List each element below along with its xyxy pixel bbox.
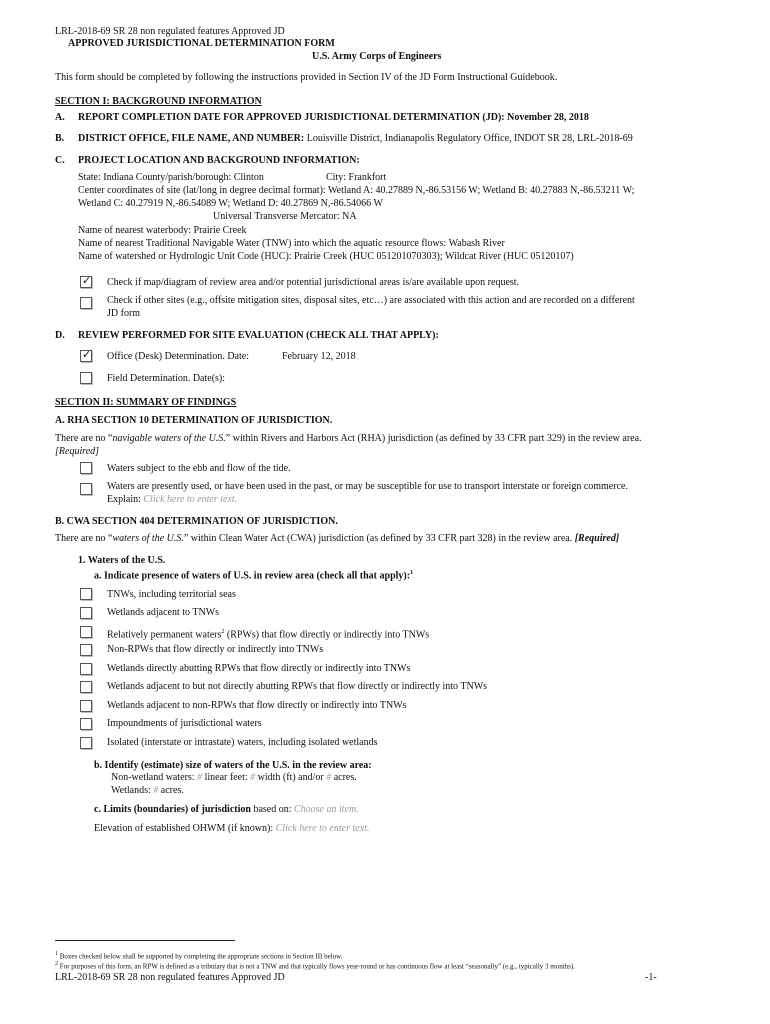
cwa-intro-post: ” within Clean Water Act (CWA) jurisdiction (as defined by 33 CFR part 328) in the review area. (183, 533, 573, 544)
nearest-waterbody: Name of nearest waterbody: Prairie Creek (78, 225, 247, 236)
item-d-label: D. (55, 330, 65, 341)
agency-name: U.S. Army Corps of Engineers (312, 51, 442, 62)
rha-intro (55, 433, 642, 445)
wetlands-abutting-rpw-checkbox[interactable] (80, 663, 92, 675)
tidal-waters-checkbox[interactable] (80, 462, 92, 474)
waters-of-us-heading: 1. Waters of the U.S. (78, 555, 166, 566)
wetlands-acres-label: acres. (158, 785, 184, 796)
impoundments-checkbox[interactable] (80, 718, 92, 730)
other-sites-label-2: JD form (107, 308, 141, 319)
explain-label: Explain: (107, 494, 141, 505)
section2-heading: SECTION II: SUMMARY OF FINDINGS (55, 397, 237, 408)
coordinates-line2: Wetland C: 40.27919 N,-86.54089 W; Wetland D: 40.27869 N,-86.54066 W (78, 198, 383, 209)
map-available-checkbox[interactable] (80, 276, 92, 288)
wetlands-adj-tnw-checkbox[interactable] (80, 607, 92, 619)
width-input[interactable]: # (250, 772, 256, 783)
indicate-presence-text: a. Indicate presence of waters of U.S. in review area (check all that apply): (94, 570, 411, 582)
wetlands-abutting-rpw-label: Wetlands directly abutting RPWs that flow directly or indirectly into TNWs (107, 663, 411, 674)
ohwm-row (94, 823, 369, 835)
item-b-label: B. (55, 133, 65, 144)
impoundments-label: Impoundments of jurisdictional waters (107, 718, 262, 729)
footnote-1-number: 1 (55, 951, 58, 957)
indicate-presence-heading (94, 567, 413, 582)
cwa-intro-italic: waters of the U.S. (112, 533, 184, 544)
wetlands-adj-tnw-label: Wetlands adjacent to TNWs (107, 607, 220, 618)
footer-doc-id: LRL-2018-69 SR 28 non regulated features Approved JD (55, 972, 285, 983)
form-title: APPROVED JURISDICTIONAL DETERMINATION FORM (68, 38, 335, 49)
cwa-intro (55, 533, 619, 545)
non-rpw-label: Non-RPWs that flow directly or indirectly into TNWs (107, 644, 324, 655)
cwa-intro-pre: There are no “ (55, 533, 113, 544)
tidal-waters-label: Waters subject to the ebb and flow of the tide. (107, 463, 291, 474)
report-date-row (78, 112, 589, 124)
review-performed-label: REVIEW PERFORMED FOR SITE EVALUATION (CHECK ALL THAT APPLY): (78, 330, 439, 341)
page-number: -1- (645, 972, 657, 983)
ohwm-label: Elevation of established OHWM (if known): (94, 823, 276, 834)
non-rpw-checkbox[interactable] (80, 644, 92, 656)
rpw-label: Relatively permanent waters (107, 629, 222, 641)
width-label: width (ft) and/or (255, 772, 327, 783)
commerce-waters-checkbox[interactable] (80, 483, 92, 495)
footnote-1-text: Boxes checked below shall be supported by completing the appropriate sections in Section III below. (58, 952, 343, 961)
footnote-2-text: For purposes of this form, an RPW is defined as a tributary that is not a TNW and that typically flows year-round or has continuous flow at least “seasonally” (e.g., typically 3 months). (58, 962, 575, 971)
commerce-waters-label: Waters are presently used, or have been used in the past, or may be susceptible for use to transport interstate or foreign commerce. (107, 481, 628, 492)
item-a-label: A. (55, 112, 65, 123)
footnote-2-number: 2 (55, 961, 58, 967)
section1-heading: SECTION I: BACKGROUND INFORMATION (55, 96, 262, 107)
rha-required: [Required] (55, 446, 100, 457)
footnote-divider (55, 940, 235, 941)
cwa-required: [Required] (574, 533, 620, 544)
limits-heading: c. Limits (boundaries) of jurisdiction (94, 804, 251, 815)
rpw-checkbox[interactable] (80, 626, 92, 638)
other-sites-checkbox[interactable] (80, 297, 92, 309)
nearest-tnw: Name of nearest Traditional Navigable Water (TNW) into which the aquatic resource flows: Wabash River (78, 238, 505, 249)
map-available-label: Check if map/diagram of review area and/or potential jurisdictional areas is/are available upon request. (107, 277, 520, 288)
explain-input[interactable]: Click here to enter text. (143, 494, 238, 505)
coordinates-line1: Center coordinates of site (lat/long in degree decimal format): Wetland A: 40.27889 N,-86.53156 W; Wetland B: 40.27883 N,-86.53211 W; (78, 185, 635, 196)
wetlands-size-label: Wetlands: (111, 785, 154, 796)
wetlands-size-row (111, 785, 184, 797)
district-label: DISTRICT OFFICE, FILE NAME, AND NUMBER: (78, 133, 305, 144)
linear-feet-label: linear feet: (202, 772, 251, 783)
tnw-label: TNWs, including territorial seas (107, 589, 236, 600)
office-determination-date: February 12, 2018 (282, 351, 356, 362)
non-wetland-waters-row (111, 772, 357, 784)
other-sites-label-1: Check if other sites (e.g., offsite mitigation sites, disposal sites, etc…) are associated with this action and are recorded on a different (107, 295, 635, 306)
utm: Universal Transverse Mercator: NA (213, 211, 357, 222)
isolated-waters-checkbox[interactable] (80, 737, 92, 749)
field-determination-checkbox[interactable] (80, 372, 92, 384)
rha-intro-pre: There are no “ (55, 433, 113, 444)
ohwm-input[interactable]: Click here to enter text. (275, 823, 370, 834)
rha-intro-post: ” within Rivers and Harbors Act (RHA) jurisdiction (as defined by 33 CFR part 329) in the review area. (225, 433, 642, 444)
report-date-value: November 28, 2018 (507, 112, 589, 123)
cwa-heading: B. CWA SECTION 404 DETERMINATION OF JURISDICTION. (55, 516, 338, 527)
wetlands-acres-input[interactable]: # (153, 785, 159, 796)
rha-heading: A. RHA SECTION 10 DETERMINATION OF JURISDICTION. (55, 415, 333, 426)
wetlands-adj-rpw-label: Wetlands adjacent to but not directly abutting RPWs that flow directly or indirectly into TNWs (107, 681, 488, 692)
footnote-2 (55, 960, 575, 971)
watershed-huc: Name of watershed or Hydrologic Unit Code (HUC): Prairie Creek (HUC 051201070303); Wildcat River (HUC 05120107) (78, 251, 574, 262)
report-date-label: REPORT COMPLETION DATE FOR APPROVED JURISDICTIONAL DETERMINATION (JD): (78, 112, 505, 123)
limits-dropdown[interactable]: Choose an item. (294, 804, 359, 815)
office-determination-checkbox[interactable] (80, 350, 92, 362)
office-determination-label: Office (Desk) Determination. Date: (107, 351, 249, 362)
doc-id-header: LRL-2018-69 SR 28 non regulated features Approved JD (55, 26, 285, 37)
wetlands-adj-rpw-checkbox[interactable] (80, 681, 92, 693)
rha-intro-italic: navigable waters of the U.S. (112, 433, 226, 444)
district-value: Louisville District, Indianapolis Regulatory Office, INDOT SR 28, LRL-2018-69 (306, 133, 633, 144)
isolated-waters-label: Isolated (interstate or intrastate) waters, including isolated wetlands (107, 737, 378, 748)
city: City: Frankfort (326, 172, 387, 183)
wetlands-adj-non-rpw-label: Wetlands adjacent to non-RPWs that flow directly or indirectly into TNWs (107, 700, 407, 711)
footnote-ref-1: 1 (410, 570, 414, 576)
instructions: This form should be completed by following the instructions provided in Section IV of the JD Form Instructional Guidebook. (55, 72, 558, 83)
district-row (78, 133, 633, 145)
project-location-label: PROJECT LOCATION AND BACKGROUND INFORMATION: (78, 155, 360, 166)
rpw-label-row (107, 626, 429, 641)
state-county: State: Indiana County/parish/borough: Clinton (78, 172, 264, 183)
identify-size-heading: b. Identify (estimate) size of waters of the U.S. in the review area: (94, 760, 372, 771)
linear-feet-input[interactable]: # (197, 772, 203, 783)
acres-label: acres. (331, 772, 357, 783)
tnw-checkbox[interactable] (80, 588, 92, 600)
wetlands-adj-non-rpw-checkbox[interactable] (80, 700, 92, 712)
limits-row (94, 804, 359, 816)
acres-input[interactable]: # (326, 772, 332, 783)
explain-row (107, 494, 237, 506)
item-c-label: C. (55, 155, 65, 166)
rpw-label-rest: (RPWs) that flow directly or indirectly into TNWs (224, 629, 430, 641)
field-determination-label: Field Determination. Date(s): (107, 373, 226, 384)
footnote-ref-2: 2 (221, 629, 225, 635)
limits-based-on: based on: (250, 804, 294, 815)
non-wetland-label: Non-wetland waters: (111, 772, 198, 783)
